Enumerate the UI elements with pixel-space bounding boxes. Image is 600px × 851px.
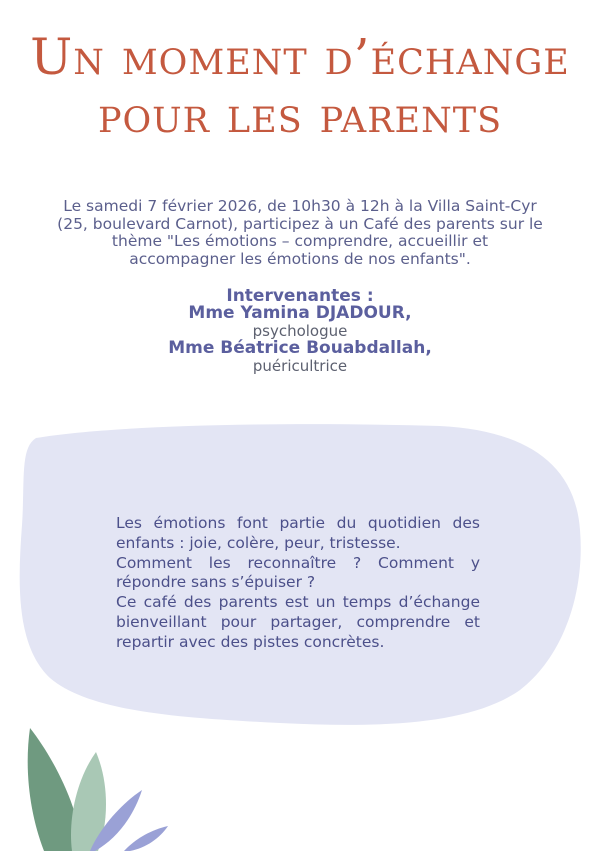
- intro-line-2: (25, boulevard Carnot), participez à un Café des parents sur le: [57, 214, 543, 233]
- title-line-1: Un moment d’échange: [30, 28, 570, 86]
- body-text: [116, 514, 480, 653]
- page-title: [0, 28, 600, 144]
- intro-line-4: accompagner les émotions de nos enfants".: [129, 249, 471, 268]
- intro-paragraph: [48, 198, 552, 268]
- leaves-decoration: [0, 720, 200, 851]
- intro-line-1: Le samedi 7 février 2026, de 10h30 à 12h à la Villa Saint-Cyr: [63, 197, 537, 215]
- speakers-heading: Intervenantes :: [226, 286, 374, 306]
- speaker-name-2: Mme Béatrice Bouabdallah,: [168, 338, 432, 358]
- body-paragraph-1: Les émotions font partie du quotidien des enfants : joie, colère, peur, tristesse.: [116, 514, 480, 552]
- speaker-role-1: psychologue: [252, 322, 348, 340]
- speaker-name-1: Mme Yamina DJADOUR,: [188, 303, 412, 323]
- leaf-purple-2: [124, 826, 168, 851]
- speakers-section: [0, 288, 600, 374]
- intro-line-3: thème "Les émotions – comprendre, accueillir et: [111, 232, 489, 250]
- speaker-role-2: puéricultrice: [252, 357, 348, 375]
- body-paragraph-3: Ce café des parents est un temps d’échange bienveillant pour partager, comprendre et repartir avec des pistes concrètes.: [116, 593, 480, 651]
- title-line-2: pour les parents: [97, 86, 503, 144]
- body-paragraph-2: Comment les reconnaître ? Comment y répondre sans s’épuiser ?: [116, 553, 480, 592]
